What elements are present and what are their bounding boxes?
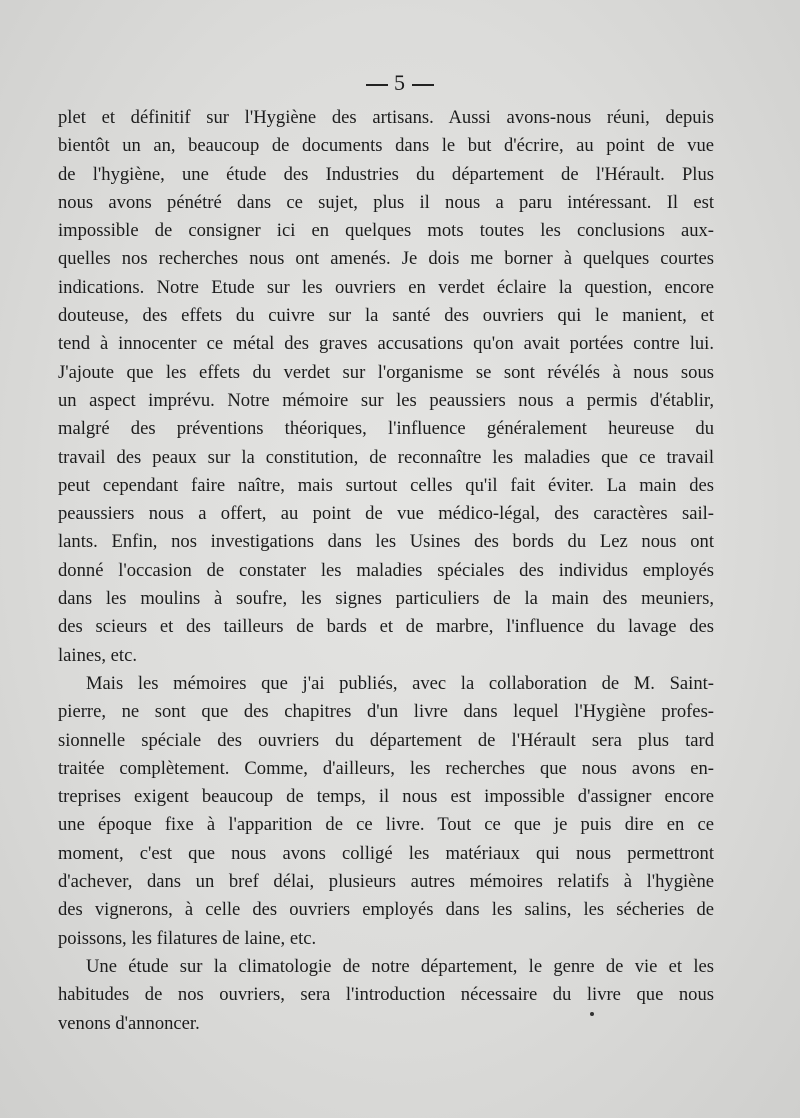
- text-line: laines, etc.: [58, 644, 137, 666]
- text-line: des scieurs et des tailleurs de bards et de marbre, l'influence du lavage des: [58, 616, 714, 638]
- text-line: bientôt un an, beaucoup de documents dans le but d'écrire, au point de vue: [58, 135, 714, 157]
- text-line: de l'hygiène, une étude des Industries du département de l'Hérault. Plus: [58, 163, 714, 185]
- text-line: J'ajoute que les effets du verdet sur l'organisme se sont révélés à nous sous: [58, 361, 714, 383]
- text-line: Mais les mémoires que j'ai publiés, avec la collaboration de M. Saint-: [86, 672, 714, 694]
- text-line: donné l'occasion de constater les maladies spéciales des individus employés: [58, 559, 714, 581]
- text-line: lants. Enfin, nos investigations dans les Usines des bords du Lez nous ont: [58, 531, 714, 553]
- text-line: une époque fixe à l'apparition de ce livre. Tout ce que je puis dire en ce: [58, 814, 714, 836]
- text-line: impossible de consigner ici en quelques mots toutes les conclusions aux-: [58, 220, 714, 242]
- text-line: pierre, ne sont que des chapitres d'un livre dans lequel l'Hygiène profes-: [58, 701, 714, 723]
- ink-dot: [590, 1012, 594, 1016]
- dash-right: [412, 84, 434, 86]
- text-line: travail des peaux sur la constitution, de reconnaître les maladies que ce travail: [58, 446, 714, 468]
- text-line: un aspect imprévu. Notre mémoire sur les peaussiers nous a permis d'établir,: [58, 389, 714, 411]
- text-line: tend à innocenter ce métal des graves accusations qu'on avait portées contre lui.: [58, 333, 714, 355]
- text-line: moment, c'est que nous avons colligé les matériaux qui nous permettront: [58, 842, 714, 864]
- text-line: malgré des préventions théoriques, l'influence généralement heureuse du: [58, 418, 714, 440]
- dash-left: [366, 84, 388, 86]
- text-line: peut cependant faire naître, mais surtout celles qu'il fait éviter. La main des: [58, 474, 714, 496]
- text-line: venons d'annoncer.: [58, 1012, 200, 1034]
- text-line: des vignerons, à celle des ouvriers employés dans les salins, les sécheries de: [58, 899, 714, 921]
- text-line: poissons, les filatures de laine, etc.: [58, 927, 317, 949]
- text-line: plet et définitif sur l'Hygiène des artisans. Aussi avons-nous réuni, depuis: [58, 107, 714, 128]
- text-line: nous avons pénétré dans ce sujet, plus il nous a paru intéressant. Il est: [58, 191, 714, 213]
- text-line: peaussiers nous a offert, au point de vue médico-légal, des caractères sail-: [58, 503, 714, 525]
- page-number: [0, 70, 800, 96]
- text-line: treprises exigent beaucoup de temps, il nous est impossible d'assigner encore: [58, 786, 714, 808]
- body-text: [58, 104, 714, 1038]
- text-line: sionnelle spéciale des ouvriers du département de l'Hérault sera plus tard: [58, 729, 714, 751]
- text-line: traitée complètement. Comme, d'ailleurs, les recherches que nous avons en-: [58, 757, 714, 779]
- text-line: habitudes de nos ouvriers, sera l'introduction nécessaire du livre que nous: [58, 984, 714, 1006]
- text-line: indications. Notre Etude sur les ouvriers en verdet éclaire la question, encore: [58, 276, 714, 298]
- page-number-value: 5: [394, 70, 406, 95]
- text-line: Une étude sur la climatologie de notre département, le genre de vie et les: [86, 955, 714, 977]
- text-line: douteuse, des effets du cuivre sur la santé des ouvriers qui le manient, et: [58, 305, 714, 327]
- text-line: quelles nos recherches nous ont amenés. Je dois me borner à quelques courtes: [58, 248, 714, 270]
- text-line: dans les moulins à soufre, les signes particuliers de la main des meuniers,: [58, 588, 714, 610]
- text-line: d'achever, dans un bref délai, plusieurs autres mémoires relatifs à l'hygiène: [58, 871, 714, 893]
